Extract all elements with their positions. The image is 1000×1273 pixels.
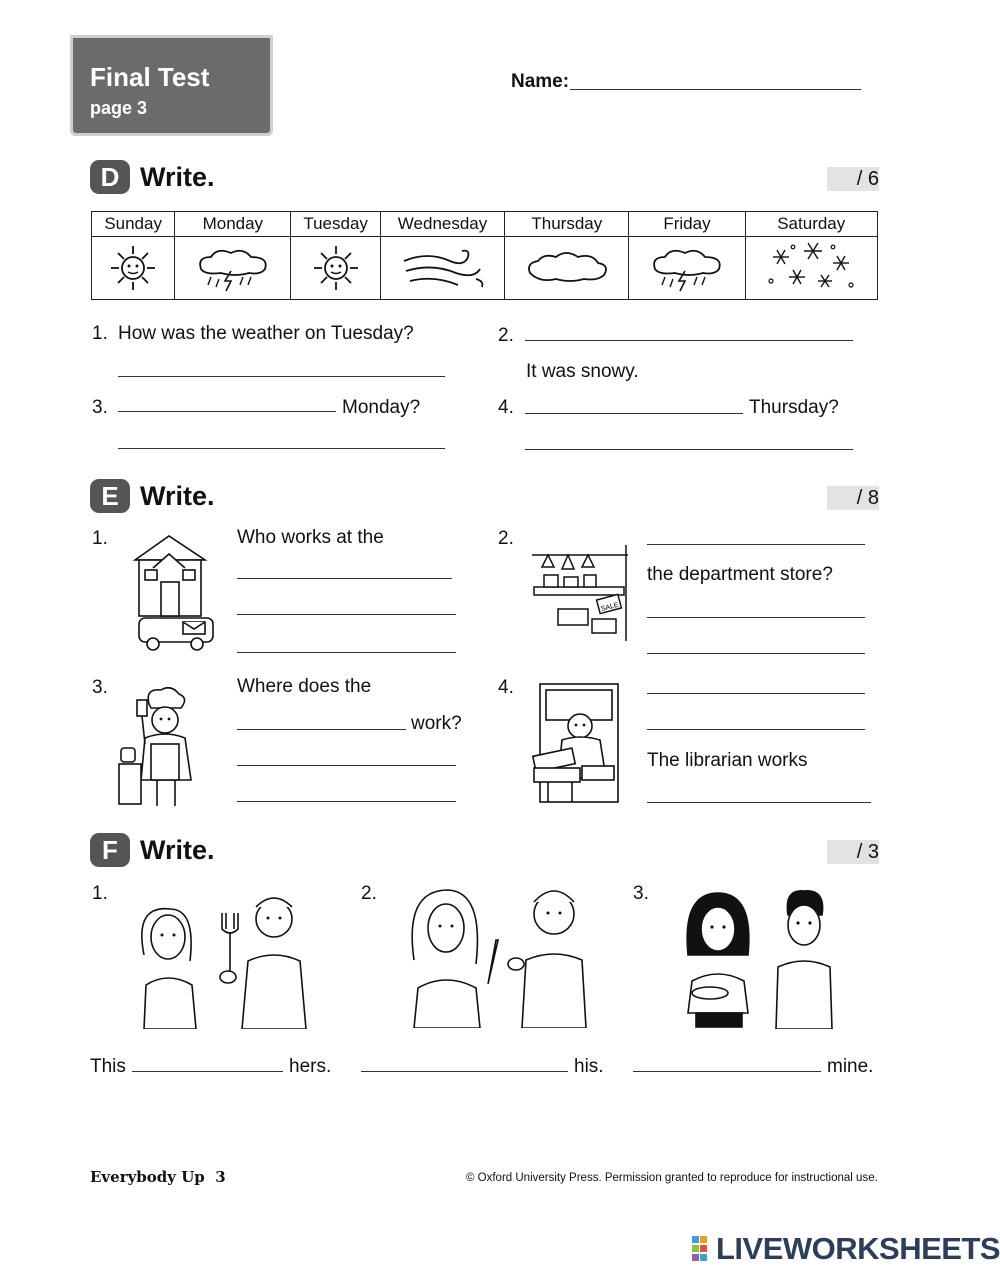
storm-cloud-icon: [191, 243, 275, 293]
answer-input[interactable]: [647, 729, 865, 730]
question-number: 3.: [633, 883, 649, 904]
question-text: How was the weather on Tuesday?: [118, 323, 414, 344]
name-label: Name:: [511, 71, 570, 92]
sentence-end: hers.: [289, 1056, 332, 1077]
page-title: Final Test: [90, 62, 210, 92]
answer-input[interactable]: [237, 578, 452, 579]
name-input[interactable]: [570, 89, 861, 90]
section-d-score: / 6: [827, 167, 879, 191]
question-number: 3.: [92, 677, 108, 698]
question-text: work?: [411, 713, 462, 734]
answer-input[interactable]: [237, 614, 456, 615]
answer-input[interactable]: [647, 802, 871, 803]
liveworksheets-logo-icon: [692, 1236, 716, 1262]
book-level: 3: [215, 1168, 226, 1186]
day-header: Thursday: [505, 212, 629, 237]
department-store-illustration: [528, 545, 632, 641]
snowflake-icon: [763, 241, 859, 295]
sentence-end: mine.: [827, 1056, 874, 1077]
answer-input[interactable]: [361, 1071, 568, 1072]
question-text: the department store?: [647, 564, 833, 585]
post-office-illustration: [125, 530, 217, 654]
section-d-title: Write.: [140, 162, 215, 192]
sun-icon: [306, 243, 366, 293]
question-number: 3.: [92, 397, 108, 418]
girl-boy-fork-illustration: [130, 885, 314, 1029]
section-f-badge: F: [90, 833, 130, 867]
answer-input[interactable]: [237, 729, 406, 730]
day-header: Tuesday: [291, 212, 381, 237]
question-number: 1.: [92, 528, 108, 549]
answer-input[interactable]: [525, 449, 853, 450]
page-subtitle: page 3: [90, 98, 148, 118]
section-e-score: / 8: [827, 486, 879, 510]
section-f-score: / 3: [827, 840, 879, 864]
answer-input[interactable]: [647, 544, 865, 545]
day-header: Wednesday: [380, 212, 504, 237]
weather-cell: [505, 237, 629, 300]
day-header: Friday: [629, 212, 745, 237]
question-text: The librarian works: [647, 750, 808, 771]
question-text: Monday?: [342, 397, 421, 418]
day-header: Sunday: [92, 212, 175, 237]
weather-cell: [291, 237, 381, 300]
question-number: 2.: [361, 883, 377, 904]
answer-input[interactable]: [237, 801, 456, 802]
question-text: Who works at the: [237, 527, 384, 548]
answer-input[interactable]: [118, 448, 445, 449]
librarian-illustration: [532, 682, 624, 806]
answer-input[interactable]: [525, 340, 853, 341]
chef-illustration: [115, 684, 211, 806]
question-text: Where does the: [237, 676, 372, 697]
sentence-end: his.: [574, 1056, 604, 1077]
answer-input[interactable]: [237, 652, 456, 653]
book-title: [90, 1168, 226, 1186]
answer-input[interactable]: [647, 653, 865, 654]
weather-cell: [175, 237, 291, 300]
question-text: Thursday?: [749, 397, 839, 418]
question-number: 4.: [498, 677, 514, 698]
question-number: 4.: [498, 397, 514, 418]
section-f-title: Write.: [140, 835, 215, 865]
question-number: 2.: [498, 325, 514, 346]
answer-input[interactable]: [118, 376, 445, 377]
answer-input[interactable]: [647, 693, 865, 694]
weather-cell: [380, 237, 504, 300]
answer-input[interactable]: [647, 617, 865, 618]
copyright-notice: © Oxford University Press. Permission granted to reproduce for instructional use.: [466, 1172, 878, 1184]
brand-name: LIVEWORKSHEETS: [716, 1231, 1000, 1266]
day-header: Saturday: [745, 212, 878, 237]
weather-cell: [92, 237, 175, 300]
girl-boy-plate-illustration: [682, 885, 834, 1029]
weather-cell: [629, 237, 745, 300]
day-header: Monday: [175, 212, 291, 237]
book-name: Everybody Up: [90, 1168, 205, 1186]
sun-icon: [103, 243, 163, 293]
svg-text:SALE: SALE: [600, 601, 620, 614]
answer-input[interactable]: [633, 1071, 821, 1072]
section-e-badge: E: [90, 479, 130, 513]
wind-icon: [398, 243, 488, 293]
weather-table: [91, 211, 878, 300]
question-number: 1.: [92, 883, 108, 904]
girl-boy-carrot-illustration: [404, 880, 590, 1028]
section-e-title: Write.: [140, 481, 215, 511]
section-d-badge: D: [90, 160, 130, 194]
weather-cell: [745, 237, 878, 300]
sentence-start: This: [90, 1056, 126, 1077]
answer-input[interactable]: [237, 765, 456, 766]
question-number: 1.: [92, 323, 108, 344]
question-number: 2.: [498, 528, 514, 549]
answer-input[interactable]: [132, 1071, 283, 1072]
storm-cloud-icon: [645, 243, 729, 293]
question-text: It was snowy.: [526, 361, 639, 382]
answer-input[interactable]: [525, 413, 743, 414]
answer-input[interactable]: [118, 411, 336, 412]
cloud-icon: [522, 243, 612, 293]
